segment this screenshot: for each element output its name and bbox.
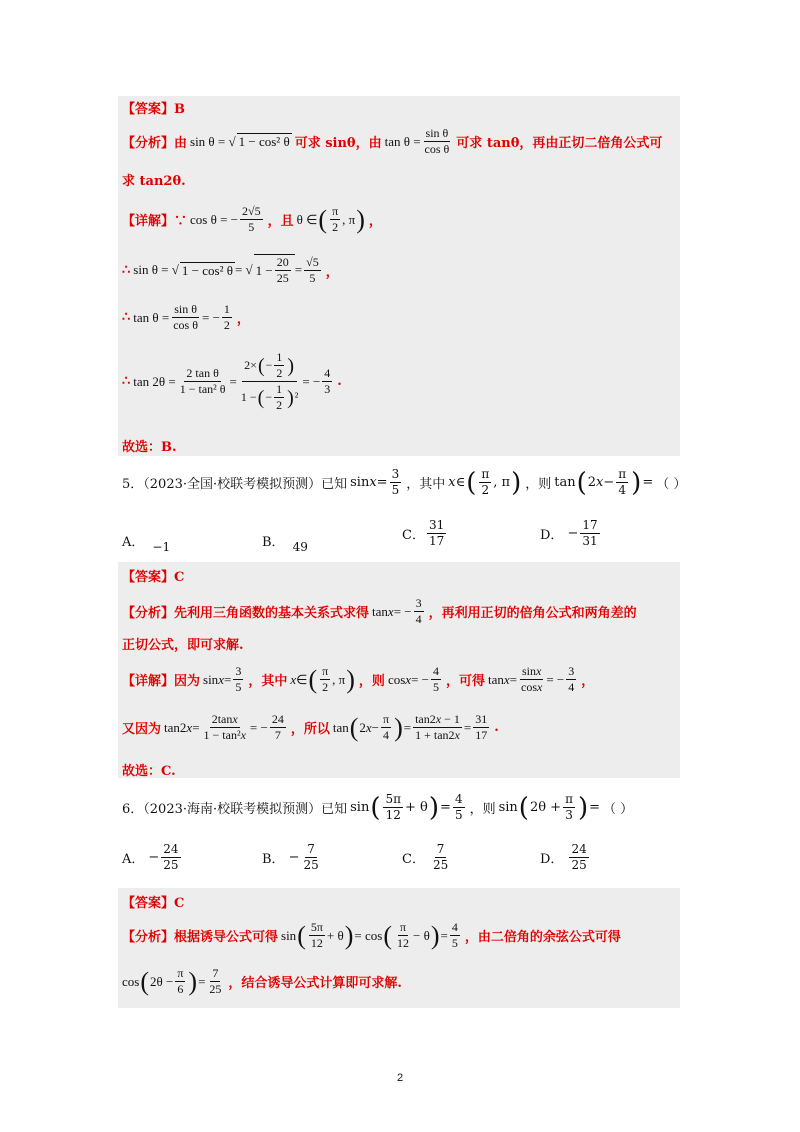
q5-detail-line2: 又因为 tan2 x = $\frac{2\tan x}{\text{1 − tan²x}}$ = − $\frac{24}{7}$ ，所以 tan ( 2 x − $\frac{\pi}{4}$ ) = $\frac{\tan 2x - 1}{1 + \tan 2x}$ = $\frac{31}{17}$ . — [122, 712, 499, 742]
q6-answer: 【答案】C — [122, 896, 185, 911]
q6-analysis-line1: 【分析】根据诱导公式可得 sin ( $\frac{5\pi}{12}$ + θ ) = cos ( $\frac{\pi}{12}$ − θ ) = $\frac{4}{5}$ ，由二倍角的余弦公式可得 — [122, 920, 621, 950]
q5-analysis-line2: 正切公式，即可求解. — [122, 638, 244, 653]
q6-option-b[interactable]: B． − $\frac{7}{25}$ — [262, 842, 319, 872]
q4-conclusion: 故选：B. — [122, 440, 177, 455]
q4-detail-line2: ∴ sin θ = √ 1 − cos² θ = √ 1 − $\frac{20}{25}$ = $\frac{√5}{5}$ ， — [122, 254, 339, 285]
q4-answer: 【答案】B — [122, 102, 185, 117]
q6-option-c[interactable]: C． $\frac{7}{25}$ — [402, 842, 449, 872]
q5-detail-line1: 【详解】因为 sin x = $\frac{3}{5}$ ，其中 x ∈ ( $\frac{\pi}{2}$ , π ) ，则 cos x = − $\frac{4}{5}$ ，可得 tan x = $\frac{\sin x}{\cos x}$ = − $\frac{3}{4}$ ， — [122, 664, 595, 694]
q4-detail-line1: 【详解】∵ cos θ = − $\frac{2√5}{5}$ ，且 θ ∈ ( $\frac{\pi}{2}$ , π ) ， — [122, 204, 382, 234]
q6-option-a[interactable]: A． − $\frac{24}{25}$ — [122, 842, 179, 872]
q4-analysis-line1: 【分析】由 sin θ = √ 1 − cos² θ 可求 sinθ，由 tan θ = $\frac{\text{sin θ}}{\text{cos θ}}$ 可求 tanθ，再由正切二倍角公式可 — [122, 126, 663, 156]
q6-analysis-line2: cos ( 2θ − $\frac{\pi}{6}$ ) = $\frac{7}{25}$ ，结合诱导公式计算即可求解. — [122, 966, 402, 996]
q4-detail-line4: ∴ tan 2θ = $\frac{\text{2 tan θ}}{\text{1 − tan² θ}}$ = 2× ( − $\frac{1}{2}$ ) 1 − ( − $\frac{1}{2}$ ) ² = − $\frac{4}{3}$ . — [122, 350, 342, 412]
q5-option-b[interactable]: B． 49 — [262, 534, 308, 554]
q5-answer: 【答案】C — [122, 570, 185, 585]
q6-stem: 6．（2023·海南·校联考模拟预测）已知 sin ( $\frac{5\pi}{12}$ + θ ) = $\frac{4}{5}$ ，则 sin ( 2θ + $\frac{\pi}{3}$ ) = （ ） — [122, 792, 634, 823]
q5-stem: 5．（2023·全国·校联考模拟预测）已知 sin x = $\frac{3}{5}$ ，其中 x ∈ ( $\frac{\pi}{2}$ , π ) ，则 tan ( 2 x − $\frac{\pi}{4}$ ) = （ ） — [122, 467, 687, 498]
q5-option-a[interactable]: A． −1 — [122, 534, 171, 554]
q5-analysis-line1: 【分析】先利用三角函数的基本关系式求得 tan x = − $\frac{3}{4}$ ，再利用正切的倍角公式和两角差的 — [122, 596, 637, 626]
q5-option-c[interactable]: C． $\frac{31}{17}$ — [402, 518, 445, 548]
q5-option-d[interactable]: D． − $\frac{17}{31}$ — [540, 518, 598, 548]
q4-detail-line3: ∴ tan θ = $\frac{\text{sin θ}}{\text{cos θ}}$ = − $\frac{1}{2}$ ， — [122, 302, 250, 332]
q5-conclusion: 故选：C. — [122, 764, 176, 779]
page-number: 2 — [396, 1072, 404, 1084]
q6-option-d[interactable]: D． $\frac{24}{25}$ — [540, 842, 587, 872]
q4-analysis-line2: 求 tan2θ. — [122, 174, 186, 189]
